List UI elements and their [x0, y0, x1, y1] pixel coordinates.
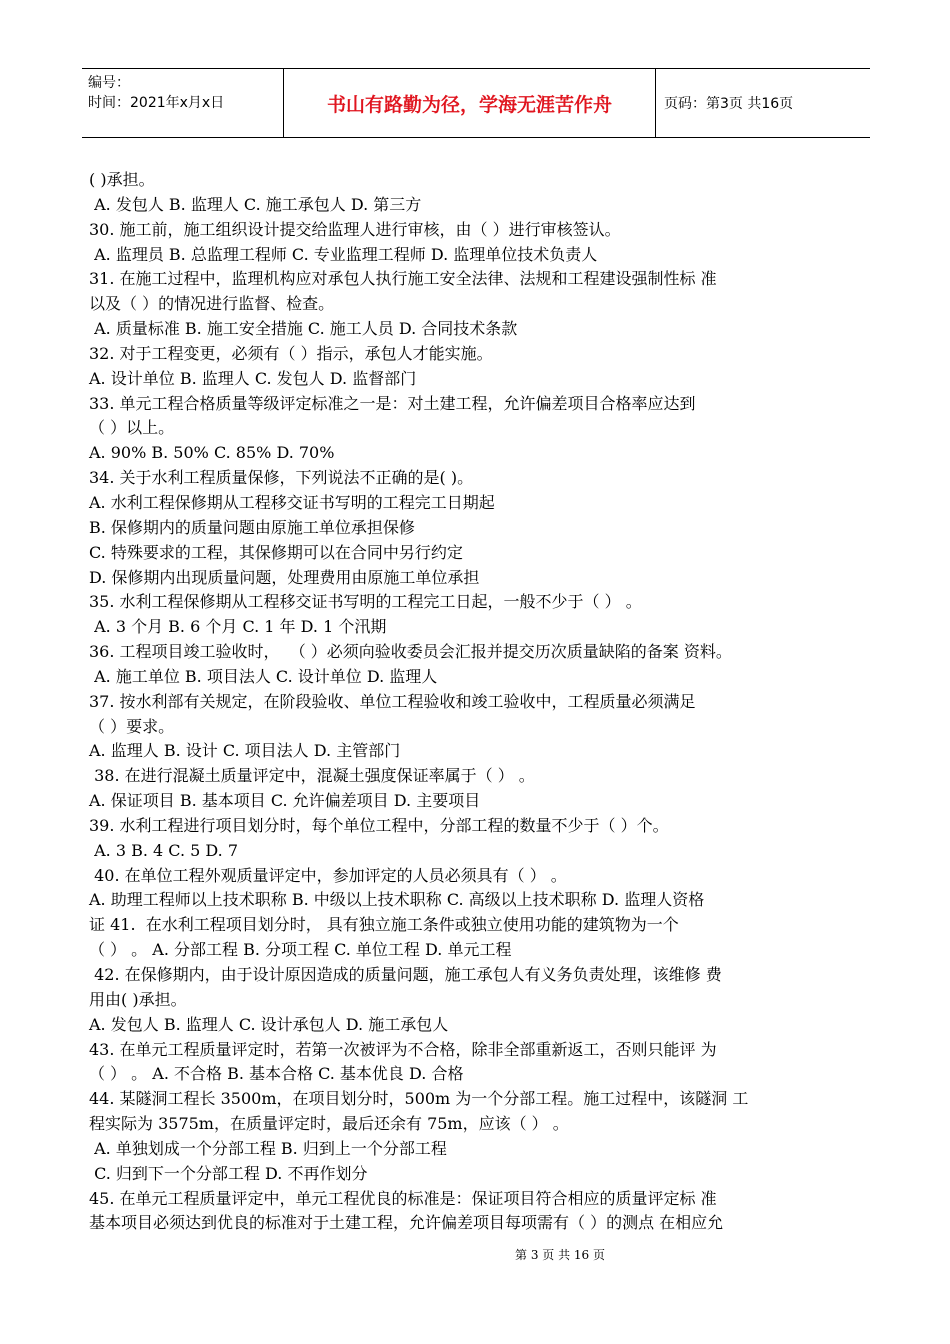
text-line: B. 保修期内的质量问题由原施工单位承担保修: [89, 517, 415, 537]
text-line: 43. 在单元工程质量评定时，若第一次被评为不合格，除非全部重新返工，否则只能评 为: [89, 1039, 717, 1059]
text-line: （ ）要求。: [89, 716, 175, 736]
text-line: A. 发包人 B. 监理人 C. 设计承包人 D. 施工承包人: [89, 1014, 449, 1034]
document-date-label: 时间：2021年x月x日: [88, 95, 225, 111]
text-line: C. 归到下一个分部工程 D. 不再作划分: [89, 1163, 368, 1183]
text-line: A. 质量标准 B. 施工安全措施 C. 施工人员 D. 合同技术条款: [89, 319, 518, 339]
text-line: A. 监理员 B. 总监理工程师 C. 专业监理工程师 D. 监理单位技术负责人: [89, 244, 598, 264]
text-line: A. 3 B. 4 C. 5 D. 7: [89, 840, 238, 860]
text-line: A. 设计单位 B. 监理人 C. 发包人 D. 监督部门: [89, 368, 417, 388]
text-line: 38. 在进行混凝土质量评定中，混凝土强度保证率属于（ ） 。: [89, 766, 535, 786]
text-line: ( )承担。: [89, 170, 155, 189]
text-line: （ ） 。 A. 不合格 B. 基本合格 C. 基本优良 D. 合格: [89, 1064, 464, 1084]
text-line: 以及（ ）的情况进行监督、检查。: [89, 294, 335, 314]
text-line: 40. 在单位工程外观质量评定中，参加评定的人员必须具有（ ） 。: [89, 865, 567, 885]
document-number-label: 编号：: [88, 75, 130, 91]
text-line: A. 监理人 B. 设计 C. 项目法人 D. 主管部门: [89, 741, 401, 761]
text-line: A. 发包人 B. 监理人 C. 施工承包人 D. 第三方: [89, 194, 422, 214]
text-line: 证 41. 在水利工程项目划分时， 具有独立施工条件或独立使用功能的建筑物为一个: [89, 915, 679, 935]
header-info-cell: [82, 69, 284, 137]
text-line: （ ）以上。: [89, 418, 175, 438]
text-line: 34. 关于水利工程质量保修，下列说法不正确的是( )。: [89, 468, 474, 488]
text-line: A. 90% B. 50% C. 85% D. 70%: [89, 443, 335, 463]
header-page-number: 页码：第3页 共16页: [664, 96, 794, 112]
text-line: 42. 在保修期内，由于设计原因造成的质量问题，施工承包人有义务负责处理，该维修 费: [89, 965, 722, 984]
text-line: C. 特殊要求的工程，其保修期可以在合同中另行约定: [89, 542, 463, 562]
text-line: A. 3 个月 B. 6 个月 C. 1 年 D. 1 个汛期: [89, 617, 387, 637]
header-motto: 书山有路勤为径，学海无涯苦作舟: [284, 69, 656, 137]
text-line: A. 水利工程保修期从工程移交证书写明的工程完工日期起: [89, 492, 495, 512]
text-line: 39. 水利工程进行项目划分时，每个单位工程中，分部工程的数量不少于（ ）个。: [89, 815, 669, 835]
document-body: [89, 168, 879, 1236]
text-line: A. 保证项目 B. 基本项目 C. 允许偏差项目 D. 主要项目: [89, 791, 481, 811]
page-footer: 第 3 页 共 16 页: [515, 1248, 605, 1262]
text-line: 45. 在单元工程质量评定中，单元工程优良的标准是：保证项目符合相应的质量评定标 准: [89, 1188, 717, 1208]
text-line: A. 施工单位 B. 项目法人 C. 设计单位 D. 监理人: [89, 666, 438, 686]
text-line: 33. 单元工程合格质量等级评定标准之一是：对土建工程，允许偏差项目合格率应达到: [89, 393, 696, 413]
text-line: 44. 某隧洞工程长 3500m，在项目划分时，500m 为一个分部工程。施工过程中，该隧洞 工: [89, 1089, 749, 1109]
text-line: 32. 对于工程变更，必须有（ ）指示，承包人才能实施。: [89, 343, 493, 363]
text-line: （ ） 。 A. 分部工程 B. 分项工程 C. 单位工程 D. 单元工程: [89, 940, 512, 960]
text-line: 用由( )承担。: [89, 989, 187, 1009]
text-line: 37. 按水利部有关规定，在阶段验收、单位工程验收和竣工验收中，工程质量必须满足: [89, 691, 696, 711]
text-line: 35. 水利工程保修期从工程移交证书写明的工程完工日起，一般不少于（ ） 。: [89, 592, 642, 612]
text-line: 程实际为 3575m，在质量评定时，最后还余有 75m，应该（ ） 。: [89, 1114, 569, 1134]
page-header: [82, 68, 870, 138]
text-line: A. 单独划成一个分部工程 B. 归到上一个分部工程: [89, 1138, 447, 1158]
text-line: 30. 施工前，施工组织设计提交给监理人进行审核，由（ ）进行审核签认。: [89, 219, 621, 239]
text-line: D. 保修期内出现质量问题，处理费用由原施工单位承担: [89, 567, 480, 587]
text-line: 31. 在施工过程中，监理机构应对承包人执行施工安全法律、法规和工程建设强制性标 准: [89, 269, 717, 289]
text-line: 36. 工程项目竣工验收时， （ ）必须向验收委员会汇报并提交历次质量缺陷的备案 资料。: [89, 642, 732, 662]
text-line: A. 助理工程师以上技术职称 B. 中级以上技术职称 C. 高级以上技术职称 D. 监理人资格: [89, 890, 705, 910]
text-line: 基本项目必须达到优良的标准对于土建工程，允许偏差项目每项需有（ ）的测点 在相应允: [89, 1213, 724, 1233]
